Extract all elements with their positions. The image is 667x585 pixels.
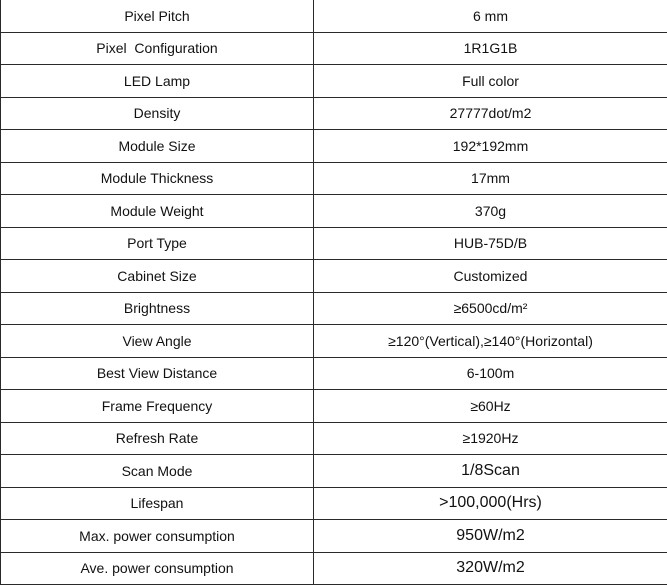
spec-label: Scan Mode — [1, 455, 314, 488]
spec-label: LED Lamp — [1, 65, 314, 98]
table-row — [1, 520, 667, 553]
table-row — [1, 32, 667, 65]
table-row — [1, 260, 667, 293]
spec-label: Module Weight — [1, 195, 314, 228]
table-row — [1, 422, 667, 455]
spec-label: Port Type — [1, 227, 314, 260]
table-row — [1, 357, 667, 390]
spec-label: Ave. power consumption — [1, 552, 314, 585]
spec-value: ≥120°(Vertical),≥140°(Horizontal) — [314, 325, 667, 358]
spec-value: >100,000(Hrs) — [314, 487, 667, 520]
spec-value: 6 mm — [314, 0, 667, 32]
spec-label: Max. power consumption — [1, 520, 314, 553]
spec-label: Frame Frequency — [1, 390, 314, 423]
spec-label: Lifespan — [1, 487, 314, 520]
spec-label: View Angle — [1, 325, 314, 358]
table-row — [1, 0, 667, 32]
spec-value: 1R1G1B — [314, 32, 667, 65]
table-row — [1, 390, 667, 423]
table-row — [1, 195, 667, 228]
table-row — [1, 292, 667, 325]
spec-label: Pixel Configuration — [1, 32, 314, 65]
table-row — [1, 65, 667, 98]
spec-label: Module Size — [1, 130, 314, 163]
spec-label: Refresh Rate — [1, 422, 314, 455]
spec-value: Full color — [314, 65, 667, 98]
spec-label: Module Thickness — [1, 162, 314, 195]
spec-value: ≥60Hz — [314, 390, 667, 423]
table-row — [1, 487, 667, 520]
spec-value: 320W/m2 — [314, 552, 667, 585]
spec-value: ≥6500cd/m² — [314, 292, 667, 325]
table-row — [1, 130, 667, 163]
table-row — [1, 97, 667, 130]
spec-value: 27777dot/m2 — [314, 97, 667, 130]
spec-value: ≥1920Hz — [314, 422, 667, 455]
spec-value: 17mm — [314, 162, 667, 195]
table-row — [1, 455, 667, 488]
table-row — [1, 552, 667, 585]
spec-value: 6-100m — [314, 357, 667, 390]
table-row — [1, 162, 667, 195]
spec-label: Brightness — [1, 292, 314, 325]
table-row — [1, 325, 667, 358]
spec-value: 370g — [314, 195, 667, 228]
spec-label: Pixel Pitch — [1, 0, 314, 32]
spec-label: Cabinet Size — [1, 260, 314, 293]
spec-label: Density — [1, 97, 314, 130]
spec-value: Customized — [314, 260, 667, 293]
spec-value: HUB-75D/B — [314, 227, 667, 260]
spec-value: 1/8Scan — [314, 455, 667, 488]
spec-value: 192*192mm — [314, 130, 667, 163]
table-row — [1, 227, 667, 260]
spec-label: Best View Distance — [1, 357, 314, 390]
spec-value: 950W/m2 — [314, 520, 667, 553]
